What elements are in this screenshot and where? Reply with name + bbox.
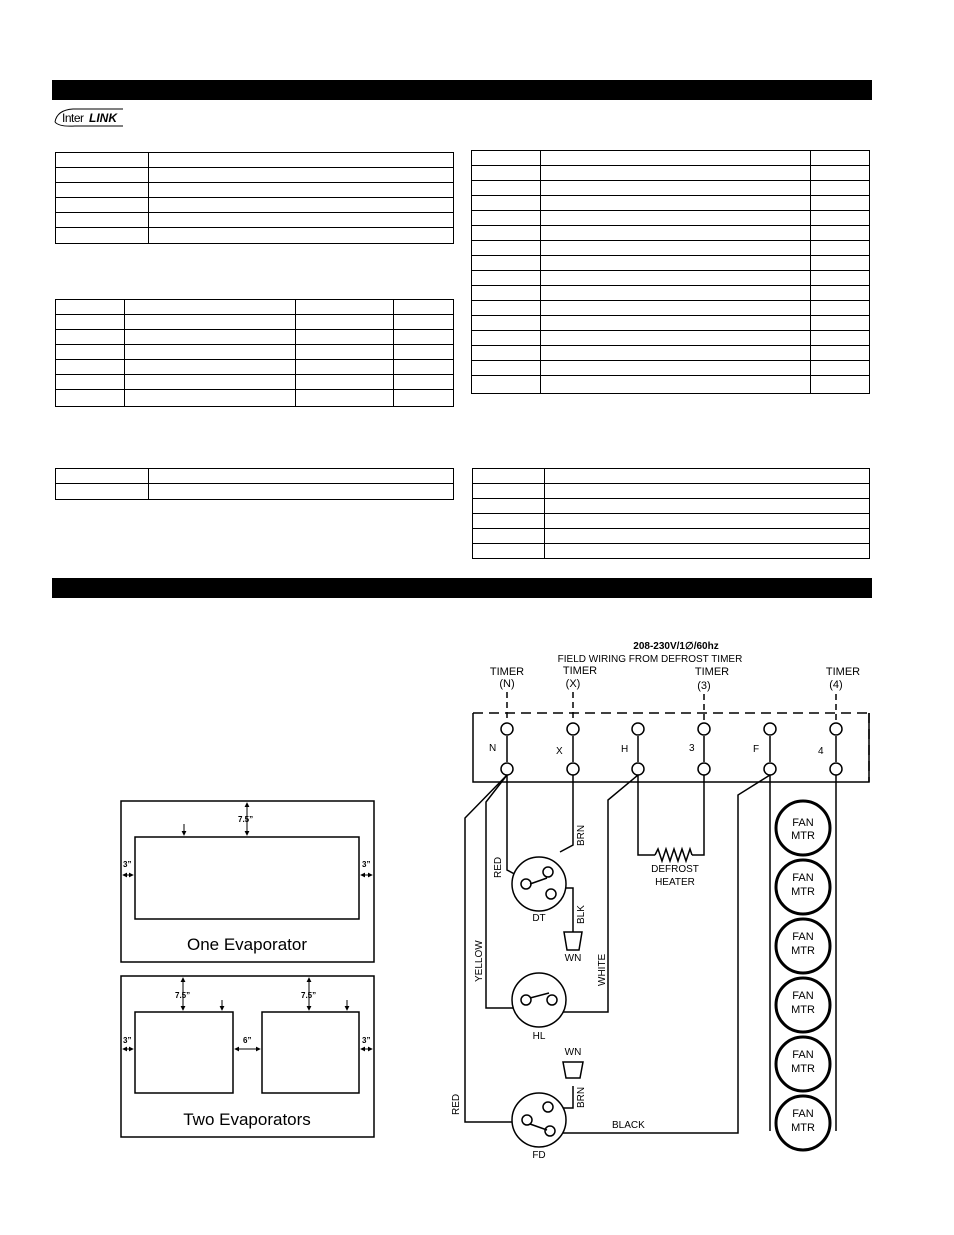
svg-text:MTR: MTR [791, 1004, 815, 1016]
defrost-heater-label-2: HEATER [655, 877, 695, 888]
svg-text:MTR: MTR [791, 1063, 815, 1075]
svg-text:FAN: FAN [792, 931, 814, 943]
wire-brn-label-2: BRN [576, 1086, 587, 1108]
field-wiring-label: FIELD WIRING FROM DEFROST TIMER [557, 654, 743, 665]
svg-text:FAN: FAN [792, 872, 814, 884]
terminal-n-label: N [489, 743, 497, 754]
timer-4-label: TIMER [825, 666, 861, 678]
left-clearance-label: 3” [123, 860, 132, 869]
timer-x-sub: (X) [565, 678, 581, 690]
wire-blk-label: BLK [576, 905, 587, 924]
timer-3-sub: (3) [697, 680, 711, 692]
terminal-3-label: 3 [689, 743, 695, 754]
timer-n-sub: (N) [499, 678, 515, 690]
fan-motor-1 [776, 801, 830, 855]
top-right-clearance-label: 7.5” [301, 991, 317, 1000]
fan-motors [776, 801, 830, 1150]
svg-text:MTR: MTR [791, 830, 815, 842]
wire-red-label-1: RED [493, 856, 504, 878]
timer-x-label: TIMER [562, 665, 598, 677]
high-limit-switch [512, 973, 566, 1042]
timer-4-sub: (4) [829, 679, 843, 691]
top-left-clearance-label: 7.5” [175, 991, 191, 1000]
svg-text:MTR: MTR [791, 945, 815, 957]
left-clearance-label-2: 3” [123, 1036, 132, 1045]
wire-white-label: WHITE [597, 953, 608, 986]
svg-text:FAN: FAN [792, 817, 814, 829]
terminal-f-label: F [753, 744, 760, 755]
supply-voltage-label: 208-230V/1∅/60hz [633, 641, 719, 652]
two-evaporators-title: Two Evaporators [183, 1110, 311, 1129]
fan-motor-6 [776, 1096, 830, 1150]
defrost-heater-label-1: DEFROST [651, 864, 699, 875]
terminal-h-label: H [621, 744, 629, 755]
fan-motor-3 [776, 919, 830, 973]
fd-label: FD [532, 1150, 546, 1161]
svg-text:MTR: MTR [791, 1122, 815, 1134]
right-clearance-label-2: 3” [362, 1036, 371, 1045]
timer-3-label: TIMER [694, 666, 730, 678]
right-clearance-label: 3” [362, 860, 371, 869]
wire-red-label-2: RED [451, 1093, 462, 1115]
terminal-block [501, 723, 842, 775]
fan-motor-5 [776, 1037, 830, 1091]
svg-text:FAN: FAN [792, 1049, 814, 1061]
fan-motor-4 [776, 978, 830, 1032]
wn2-label: WN [564, 1047, 582, 1058]
svg-text:FAN: FAN [792, 1108, 814, 1120]
wire-yellow-label: YELLOW [474, 940, 485, 982]
terminal-x-label: X [556, 746, 563, 757]
logo-inter-text: Inter [62, 111, 84, 125]
terminal-4-label: 4 [818, 746, 824, 757]
dt-label: DT [532, 913, 546, 924]
one-evaporator-title: One Evaporator [186, 935, 308, 954]
wire-brn-label-1: BRN [576, 824, 587, 846]
wire-nut-1 [564, 932, 582, 964]
wire-black-label: BLACK [612, 1120, 645, 1131]
svg-text:FAN: FAN [792, 990, 814, 1002]
hl-label: HL [532, 1031, 546, 1042]
timer-n-label: TIMER [489, 666, 525, 678]
svg-text:MTR: MTR [791, 886, 815, 898]
wn1-label: WN [564, 953, 582, 964]
fan-motor-2 [776, 860, 830, 914]
top-clearance-label: 7.5” [238, 815, 254, 824]
middle-clearance-label: 6” [243, 1036, 252, 1045]
defrost-termination-switch [512, 857, 566, 924]
logo-link-text: LINK [89, 111, 117, 125]
